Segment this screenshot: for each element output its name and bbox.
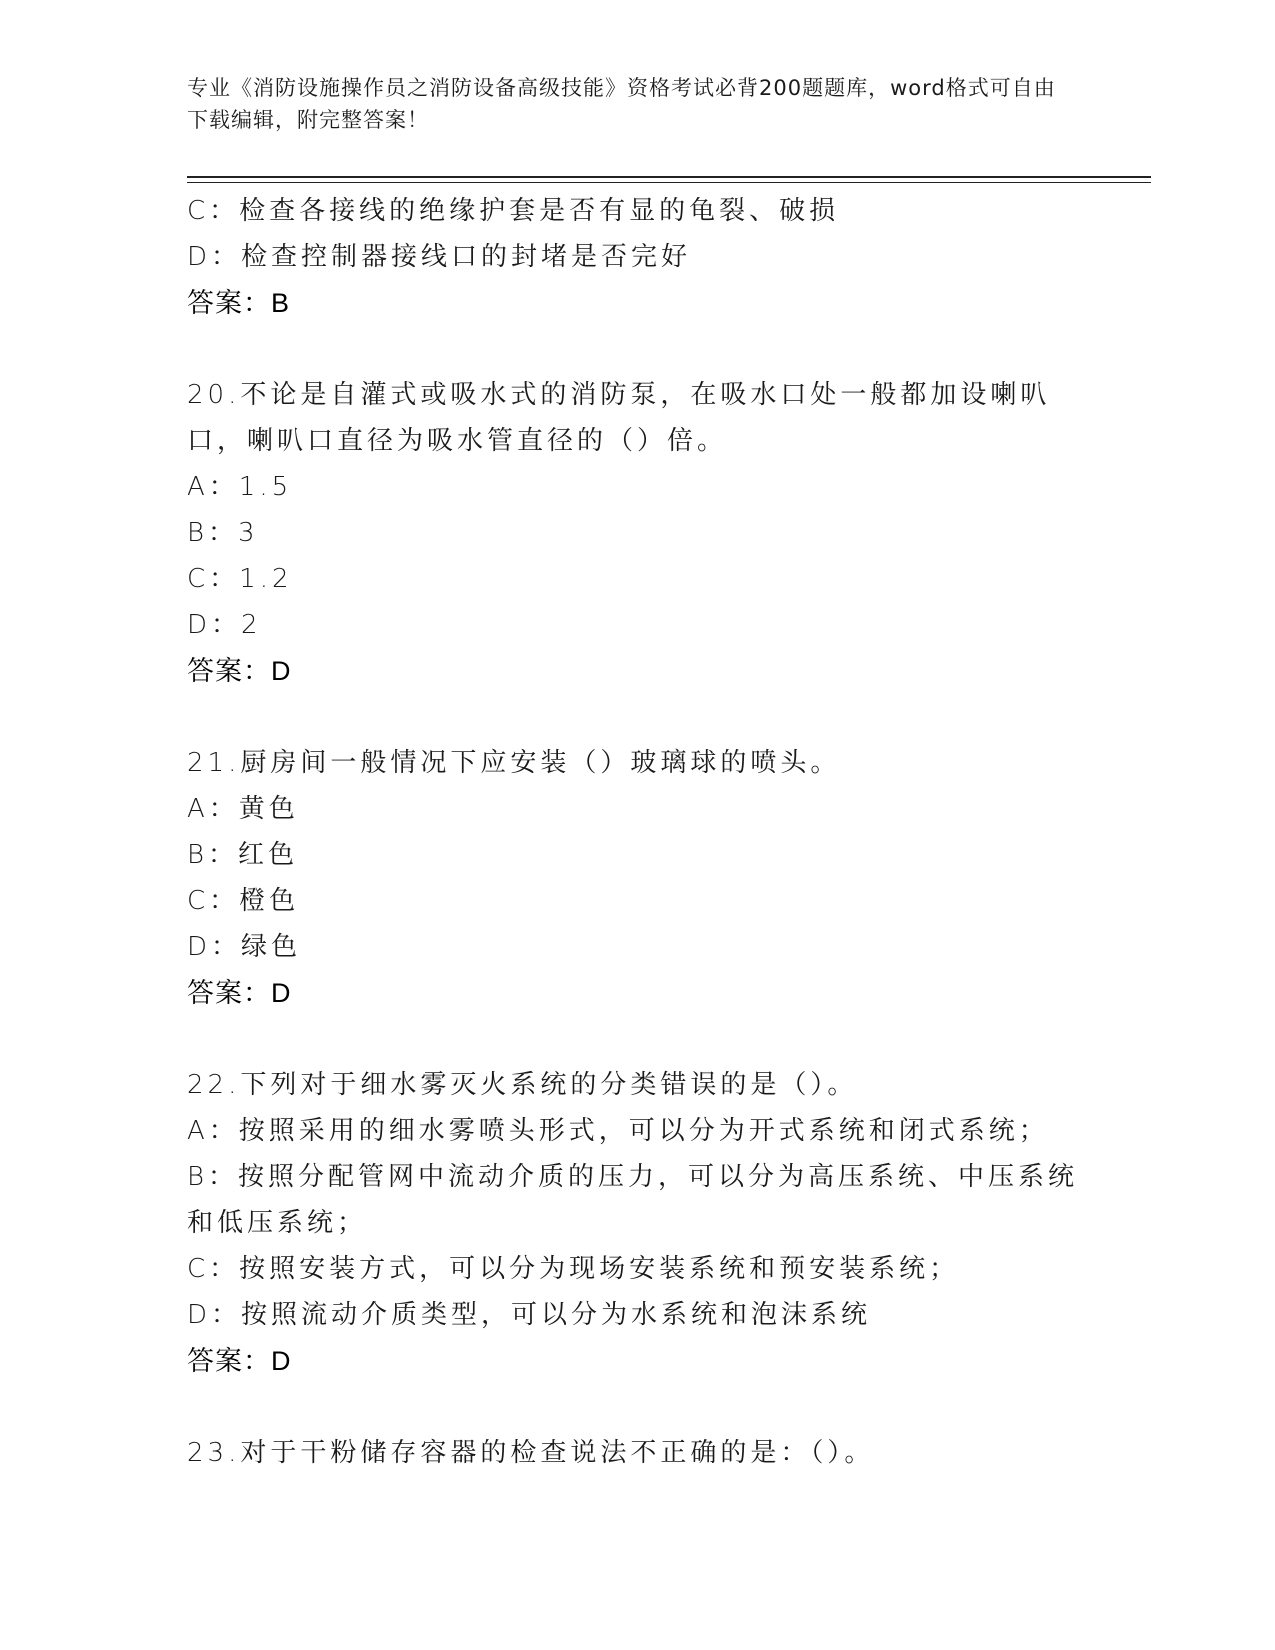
- option-c: C：按照安装方式，可以分为现场安装系统和预安装系统；: [187, 1254, 960, 1284]
- option-a: A：按照采用的细水雾喷头形式，可以分为开式系统和闭式系统；: [187, 1116, 1049, 1146]
- question-stem: 22.下列对于细水雾灭火系统的分类错误的是（）。: [187, 1070, 858, 1100]
- option-c: C：1.2: [187, 564, 293, 594]
- option-c: C：橙色: [187, 886, 300, 916]
- document-header: [187, 72, 1067, 136]
- question-stem: 20.不论是自灌式或吸水式的消防泵，在吸水口处一般都加设喇叭口，喇叭口直径为吸水管直径的（）倍。: [187, 380, 1051, 456]
- question-stem: 23.对于干粉储存容器的检查说法不正确的是：（）。: [187, 1438, 875, 1468]
- answer-label: 答案：B: [187, 288, 291, 318]
- header-divider-thin: [187, 182, 1151, 183]
- option-b: B：3: [187, 518, 259, 548]
- document-title: 专业《消防设施操作员之消防设备高级技能》资格考试必背200题题库，word格式可自由下载编辑，附完整答案！: [187, 76, 1056, 132]
- option-d: D：检查控制器接线口的封堵是否完好: [187, 242, 692, 272]
- answer-label: 答案：D: [187, 978, 292, 1008]
- header-divider-thick: [187, 176, 1151, 178]
- question-list: [187, 188, 1087, 1476]
- option-d: D：按照流动介质类型，可以分为水系统和泡沫系统: [187, 1300, 872, 1330]
- option-a: A：1.5: [187, 472, 293, 502]
- option-b: B：按照分配管网中流动介质的压力，可以分为高压系统、中压系统和低压系统；: [187, 1162, 1079, 1238]
- option-d: D：绿色: [187, 932, 302, 962]
- option-c: C：检查各接线的绝缘护套是否有显的龟裂、破损: [187, 196, 840, 226]
- option-d: D：2: [187, 610, 262, 640]
- option-a: A：黄色: [187, 794, 299, 824]
- option-b: B：红色: [187, 840, 299, 870]
- answer-label: 答案：D: [187, 1346, 292, 1376]
- answer-label: 答案：D: [187, 656, 292, 686]
- question-stem: 21.厨房间一般情况下应安装（）玻璃球的喷头。: [187, 748, 841, 778]
